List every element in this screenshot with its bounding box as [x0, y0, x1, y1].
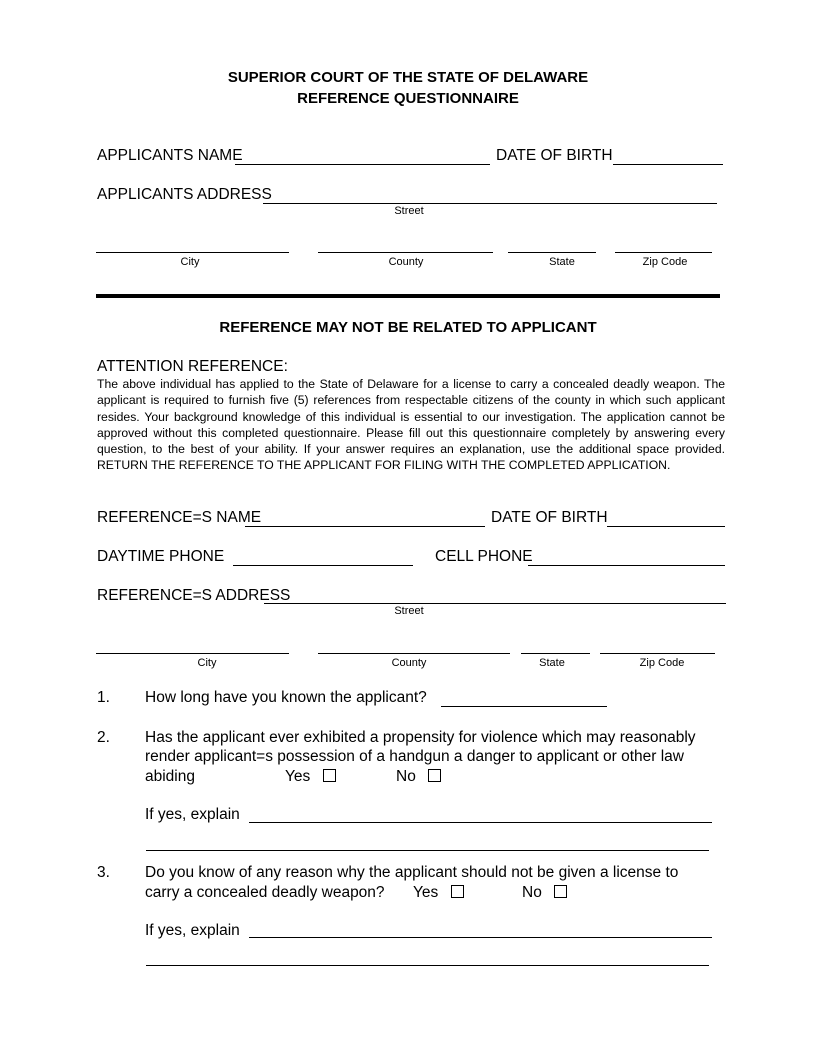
question-2-line-2: render applicant=s possession of a handgun a danger to applicant or other law [145, 748, 684, 765]
question-2-yes-option[interactable] [285, 767, 336, 787]
question-3-no-checkbox[interactable] [554, 885, 567, 898]
question-2-explain-field-2[interactable] [146, 850, 709, 851]
applicant-name-label: APPLICANTS NAME [97, 147, 243, 164]
question-3-no-label: No [522, 884, 542, 901]
applicant-zip-field[interactable] [615, 252, 712, 253]
question-3-yes-checkbox[interactable] [451, 885, 464, 898]
reference-county-field[interactable] [318, 653, 510, 654]
applicant-dob-field[interactable] [613, 164, 723, 165]
reference-county-caption: County [391, 657, 427, 669]
question-2-yes-label: Yes [285, 768, 311, 785]
question-2-yes-checkbox[interactable] [323, 769, 336, 782]
reference-name-label: REFERENCE=S NAME [97, 509, 262, 526]
reference-zip-caption: Zip Code [639, 657, 685, 669]
reference-dob-label: DATE OF BIRTH [491, 509, 608, 526]
question-2-explain-field[interactable] [249, 822, 712, 823]
reference-city-field[interactable] [96, 653, 289, 654]
form-title: REFERENCE QUESTIONNAIRE [297, 90, 519, 107]
applicant-state-field[interactable] [508, 252, 596, 253]
applicant-state-caption: State [549, 256, 575, 268]
question-3-line-2: carry a concealed deadly weapon? [145, 884, 385, 901]
applicant-city-caption: City [180, 256, 200, 268]
question-1-answer-field[interactable] [441, 706, 607, 707]
reference-city-caption: City [197, 657, 217, 669]
court-title: SUPERIOR COURT OF THE STATE OF DELAWARE [227, 69, 589, 86]
applicant-street-caption: Street [394, 205, 424, 217]
question-2-line-1: Has the applicant ever exhibited a propensity for violence which may reasonably [145, 729, 696, 746]
section-divider [96, 294, 720, 298]
question-3-yes-label: Yes [413, 884, 439, 901]
applicant-dob-label: DATE OF BIRTH [496, 147, 613, 164]
applicant-name-field[interactable] [235, 164, 490, 165]
applicant-city-field[interactable] [96, 252, 289, 253]
question-2-no-option[interactable] [396, 767, 441, 787]
question-3-explain-label: If yes, explain [145, 922, 240, 939]
applicant-address-label: APPLICANTS ADDRESS [97, 186, 272, 203]
reference-name-field[interactable] [245, 526, 485, 527]
cell-phone-label: CELL PHONE [435, 548, 533, 565]
question-1-number: 1. [97, 689, 110, 706]
reference-zip-field[interactable] [600, 653, 715, 654]
cell-phone-field[interactable] [528, 565, 725, 566]
reference-state-caption: State [539, 657, 565, 669]
question-3-line-1: Do you know of any reason why the applicant should not be given a license to [145, 864, 679, 881]
reference-street-caption: Street [394, 605, 424, 617]
daytime-phone-field[interactable] [233, 565, 413, 566]
question-2-no-checkbox[interactable] [428, 769, 441, 782]
reference-state-field[interactable] [521, 653, 590, 654]
applicant-county-caption: County [388, 256, 424, 268]
applicant-county-field[interactable] [318, 252, 493, 253]
question-2-line-3: abiding [145, 768, 195, 785]
question-2-explain-label: If yes, explain [145, 806, 240, 823]
reference-street-field[interactable] [264, 603, 726, 604]
question-3-number: 3. [97, 864, 110, 881]
question-3-explain-field[interactable] [249, 937, 712, 938]
question-1-text: How long have you known the applicant? [145, 689, 427, 706]
reference-dob-field[interactable] [607, 526, 725, 527]
attention-body: The above individual has applied to the State of Delaware for a license to carry a concealed deadly weapon. The applicant is required to furnish five (5) references from respectable citizens of the county in which such applicant resides. Your background knowledge of this individual is essential to our investigation. The application cannot be approved without this completed questionnaire. Please fill out this questionnaire completely by answering every question, to the best of your ability. If your answer requires an explanation, use the additional space provided. RETURN THE REFERENCE TO THE APPLICANT FOR FILING WITH THE COMPLETED APPLICATION. [97, 377, 725, 473]
not-related-notice: REFERENCE MAY NOT BE RELATED TO APPLICANT [219, 319, 597, 336]
question-2-number: 2. [97, 729, 110, 746]
question-2-no-label: No [396, 768, 416, 785]
applicant-zip-caption: Zip Code [642, 256, 688, 268]
question-3-explain-field-2[interactable] [146, 965, 709, 966]
reference-address-label: REFERENCE=S ADDRESS [97, 587, 291, 604]
applicant-street-field[interactable] [263, 203, 717, 204]
attention-heading: ATTENTION REFERENCE: [97, 358, 288, 375]
question-3-yes-option[interactable] [413, 883, 464, 903]
question-3-no-option[interactable] [522, 883, 567, 903]
daytime-phone-label: DAYTIME PHONE [97, 548, 225, 565]
